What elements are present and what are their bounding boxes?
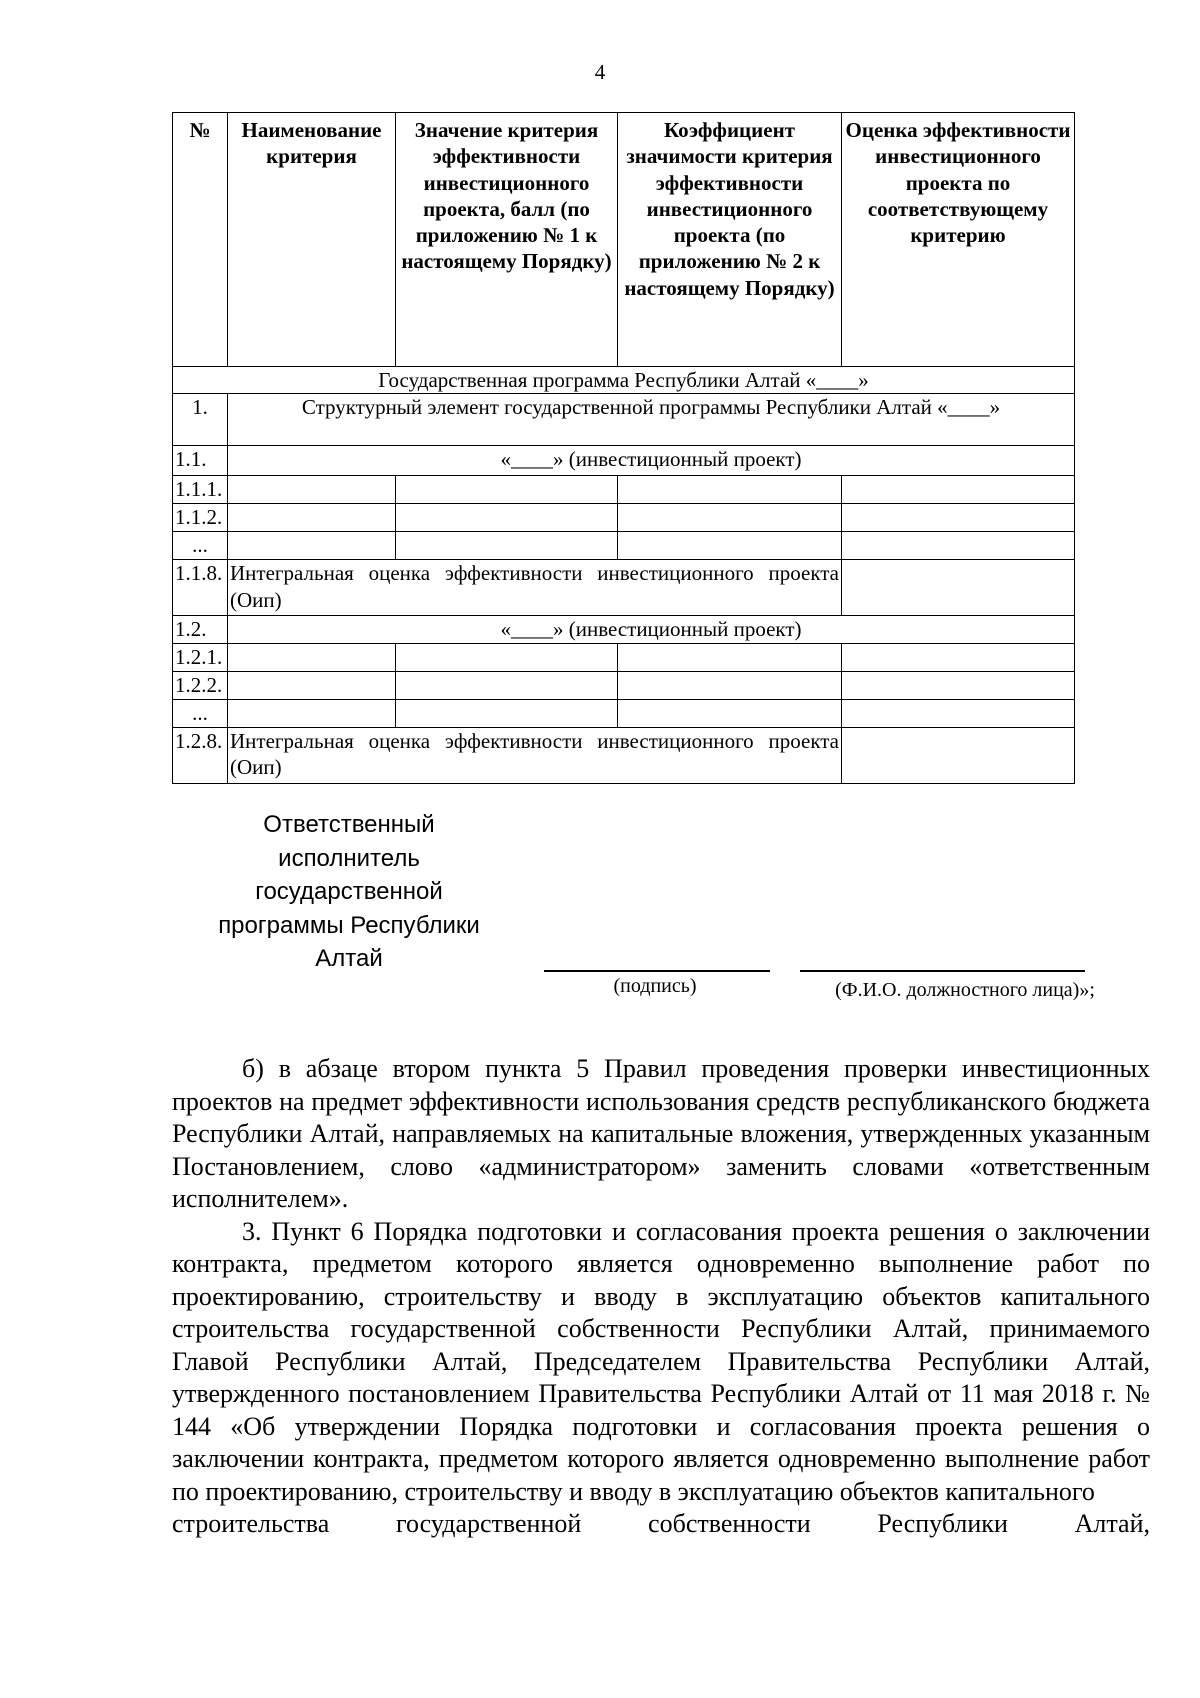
header-criterion-name: Наименование критерия <box>228 113 396 367</box>
project-number: 1.2. <box>173 616 228 643</box>
row-number: 1.2.1. <box>173 643 228 671</box>
integral-text: Интегральная оценка эффективности инвестиционного проекта (Оип) <box>230 561 839 612</box>
integral-number: 1.1.8. <box>173 560 228 616</box>
project-title: «____» (инвестиционный проект) <box>228 616 1075 643</box>
integral-label <box>228 560 842 616</box>
project-row <box>173 616 1075 643</box>
paragraph-3 <box>172 1216 1150 1541</box>
integral-row <box>173 560 1075 616</box>
name-line <box>800 970 1085 972</box>
integral-row <box>173 727 1075 783</box>
structural-element-title: Структурный элемент государственной программы Республики Алтай «____» <box>228 394 1075 446</box>
row-number: 1.1.2. <box>173 504 228 532</box>
project-row <box>173 446 1075 476</box>
header-significance-coefficient: Коэффициент значимости критерия эффективности инвестиционного проекта (по приложению № 2 к настоящему Порядку) <box>618 113 842 367</box>
table-row <box>173 699 1075 727</box>
structural-element-number: 1. <box>173 394 228 446</box>
program-row <box>173 367 1075 394</box>
paragraph-3-text: 3. Пункт 6 Порядка подготовки и согласования проекта решения о заключении контракта, предметом которого является одновременно выполнение работ по проектированию, строительству и вводу в эксплуатацию объектов капитального строительства государственной собственности Республики Алтай, принимаемого Главой Республики Алтай, Председателем Правительства Республики Алтай, утвержденного постановлением Правительства Республики Алтай от 11 мая 2018 г. № 144 «Об утверждении Порядка подготовки и согласования проекта решения о заключении контракта, предметом которого является одновременно выполнение работ по проектированию, строительству и вводу в эксплуатацию объектов капитального <box>172 1216 1150 1506</box>
row-ellipsis: ... <box>173 699 228 727</box>
header-efficiency-assessment: Оценка эффективности инвестиционного проекта по соответствующему критерию <box>842 113 1075 367</box>
integral-number: 1.2.8. <box>173 727 228 783</box>
row-number: 1.2.2. <box>173 671 228 699</box>
name-caption: (Ф.И.О. должностного лица)»; <box>835 979 1095 1001</box>
header-number: № <box>173 113 228 367</box>
table-row <box>173 476 1075 504</box>
criteria-table <box>172 112 1075 784</box>
page-number: 4 <box>594 60 606 84</box>
paragraph-3-continuation: строительства государственной собственности Республики Алтай, <box>172 1509 1150 1538</box>
project-number: 1.1. <box>173 446 228 476</box>
project-title: «____» (инвестиционный проект) <box>228 446 1075 476</box>
table-row <box>173 671 1075 699</box>
table-row <box>173 532 1075 560</box>
table-row <box>173 643 1075 671</box>
structural-element-row <box>173 394 1075 446</box>
integral-text: Интегральная оценка эффективности инвестиционного проекта (Оип) <box>230 728 839 779</box>
header-criterion-value: Значение критерия эффективности инвестиционного проекта, балл (по приложению № 1 к настоящему Порядку) <box>396 113 618 367</box>
integral-label <box>228 727 842 783</box>
paragraph-b: б) в абзаце втором пункта 5 Правил проведения проверки инвестиционных проектов на предмет эффективности использования средств республиканского бюджета Республики Алтай, направляемых на капитальные вложения, утвержденных указанным Постановлением, слово «администратором» заменить словами «ответственным исполнителем». <box>172 1054 1150 1213</box>
row-ellipsis: ... <box>173 532 228 560</box>
program-title: Государственная программа Республики Алтай «____» <box>173 367 1075 394</box>
row-number: 1.1.1. <box>173 476 228 504</box>
signature-line <box>544 970 770 972</box>
table-header-row <box>173 113 1075 367</box>
signature-caption: (подпись) <box>613 975 697 997</box>
table-row <box>173 504 1075 532</box>
body-text <box>172 1053 1150 1541</box>
responsible-executor-label: Ответственный исполнитель государственной программы Республики Алтай <box>218 811 480 973</box>
